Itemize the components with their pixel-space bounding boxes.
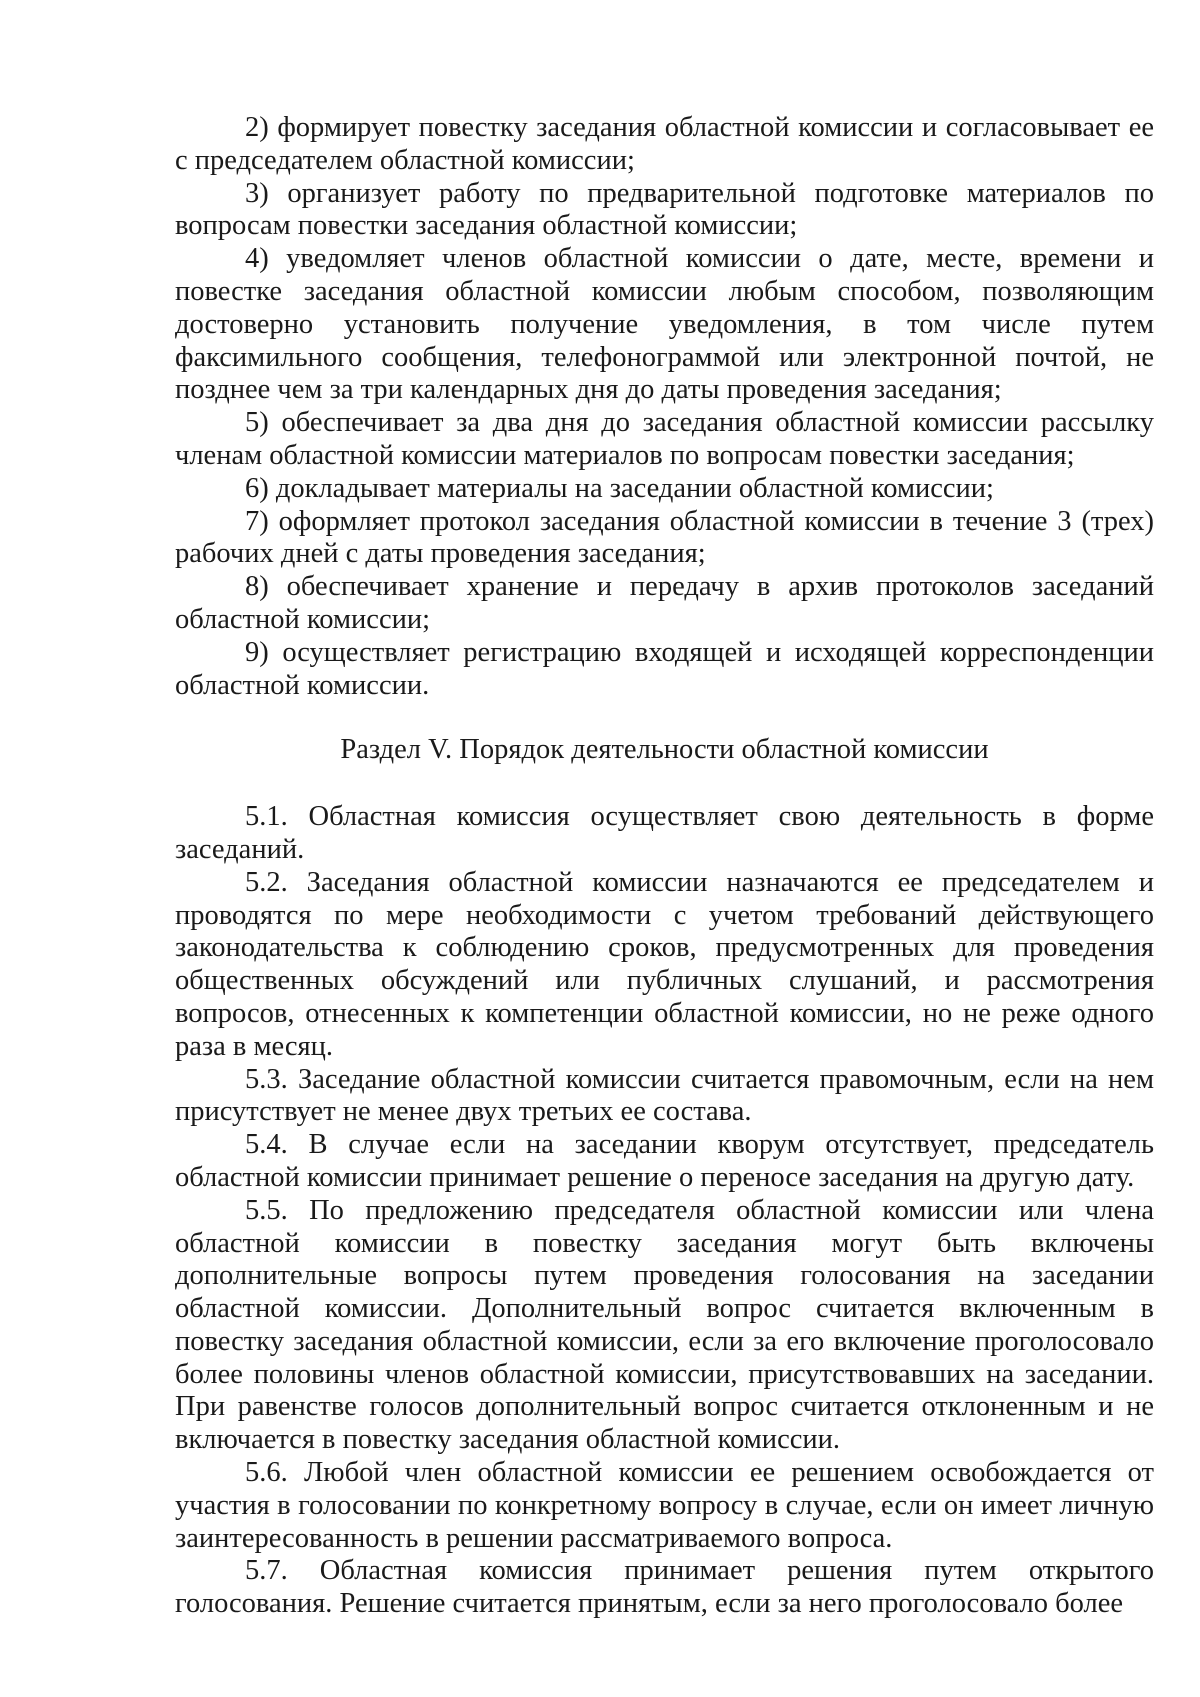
paragraph-item-5: 5) обеспечивает за два дня до заседания областной комиссии рассылку членам областной комиссии материалов по вопросам повестки заседания; <box>175 407 1154 471</box>
paragraph-5-5: 5.5. По предложению председателя областной комиссии или члена областной комиссии в повестку заседания могут быть включены дополнительные вопросы путем проведения голосования на заседании областной комиссии. Дополнительный вопрос считается включенным в повестку заседания областной комиссии, если за его включение проголосовало более половины членов областной комиссии, присутствовавших на заседании. При равенстве голосов дополнительный вопрос считается отклоненным и не включается в повестку заседания областной комиссии. <box>175 1194 1154 1456</box>
paragraph-5-6: 5.6. Любой член областной комиссии ее решением освобождается от участия в голосовании по конкретному вопросу в случае, если он имеет личную заинтересованность в решении рассматриваемого вопроса. <box>175 1457 1154 1554</box>
paragraph-item-4: 4) уведомляет членов областной комиссии о дате, месте, времени и повестке заседания областной комиссии любым способом, позволяющим достоверно установить получение уведомления, в том числе путем факсимильного сообщения, телефонограммой или электронной почтой, не позднее чем за три календарных дня до даты проведения заседания; <box>175 243 1154 406</box>
document-page <box>175 112 1154 1621</box>
paragraph-5-7: 5.7. Областная комиссия принимает решения путем открытого голосования. Решение считается принятым, если за него проголосовало более <box>175 1555 1154 1620</box>
paragraph-item-9: 9) осуществляет регистрацию входящей и исходящей корреспонденции областной комиссии. <box>175 636 1154 701</box>
paragraph-item-2: 2) формирует повестку заседания областной комиссии и согласовывает ее с председателем областной комиссии; <box>175 112 1154 176</box>
paragraph-5-4: 5.4. В случае если на заседании кворум отсутствует, председатель областной комиссии принимает решение о переносе заседания на другую дату. <box>175 1129 1154 1193</box>
paragraph-5-1: 5.1. Областная комиссия осуществляет свою деятельность в форме заседаний. <box>175 801 1154 865</box>
paragraph-5-2: 5.2. Заседания областной комиссии назначаются ее председателем и проводятся по мере необходимости с учетом требований действующего законодательства к соблюдению сроков, предусмотренных для проведения общественных обсуждений или публичных слушаний, и рассмотрения вопросов, отнесенных к компетенции областной комиссии, но не реже одного раза в месяц. <box>175 866 1154 1062</box>
paragraph-5-3: 5.3. Заседание областной комиссии считается правомочным, если на нем присутствует не менее двух третьих ее состава. <box>175 1063 1154 1128</box>
paragraph-item-6: 6) докладывает материалы на заседании областной комиссии; <box>245 472 994 504</box>
paragraph-item-8: 8) обеспечивает хранение и передачу в архив протоколов заседаний областной комиссии; <box>175 571 1154 635</box>
section-heading: Раздел V. Порядок деятельности областной комиссии <box>340 734 989 766</box>
paragraph-item-7: 7) оформляет протокол заседания областной комиссии в течение 3 (трех) рабочих дней с даты проведения заседания; <box>175 505 1154 570</box>
paragraph-item-3: 3) организует работу по предварительной подготовке материалов по вопросам повестки заседания областной комиссии; <box>175 177 1154 242</box>
